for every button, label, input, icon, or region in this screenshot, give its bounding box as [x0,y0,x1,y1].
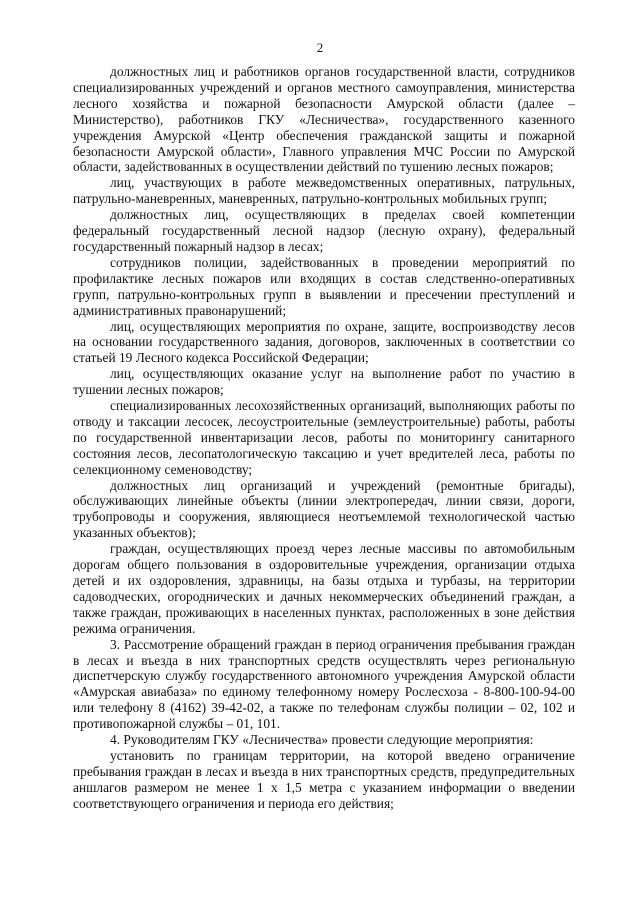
paragraph-officials: должностных лиц и работников органов государственной власти, сотрудников специализированных учреждений и органов местного самоуправления, министерства лесного хозяйства и пожарной безопасности Амурской области (далее – Министерство), работников ГКУ «Лесничества», государственного казенного учреждения Амурской «Центр обеспечения гражданской защиты и пожарной безопасности Амурской области», Главного управления МЧС России по Амурской области, задействованных в осуществлении действий по тушению лесных пожаров; [73,64,575,175]
paragraph-citizens-transit: граждан, осуществляющих проезд через лесные массивы по автомобильным дорогам общего пользования в оздоровительные учреждения, организации отдыха детей и их оздоровления, здравницы, на базы отдыха и турбазы, на территории садоводческих, огороднических и дачных некоммерческих объединений граждан, а также граждан, проживающих в населенных пунктах, расположенных в зоне действия режима ограничения. [73,541,575,636]
paragraph-police: сотрудников полиции, задействованных в проведении мероприятий по профилактике лесных пожаров или входящих в состав следственно-оперативных групп, патрульно-контрольных групп в выявлении и пресечении преступлений и административных правонарушений; [73,254,575,318]
paragraph-item-3-appeals: 3. Рассмотрение обращений граждан в период ограничения пребывания граждан в лесах и въезда в них транспортных средств осуществлять через региональную диспетчерскую службу государственного автономного учреждения Амурской области «Амурская авиабаза» по единому телефонному номеру Рослесхоза - 8-800-100-94-00 или телефону 8 (4162) 39-42-02, а также по телефонам службы полиции – 02, 102 и противопожарной службы – 01, 101. [73,636,575,732]
paragraph-mobile-groups: лиц, участвующих в работе межведомственных оперативных, патрульных, патрульно-маневренных, маневренных, патрульно-контрольных мобильных групп; [73,175,575,207]
paragraph-signboards: установить по границам территории, на которой введено ограничение пребывания граждан в лесах и въезда в них транспортных средств, предупредительных аншлагов размером не менее 1 х 1,5 метра с указанием информации о введении соответствующего ограничения и периода его действия; [73,747,575,811]
paragraph-forest-supervision: должностных лиц, осуществляющих в пределах своей компетенции федеральный государственный лесной надзор (лесную охрану), федеральный государственный пожарный надзор в лесах; [73,207,575,254]
document-body [73,64,575,812]
paragraph-item-4-heads: 4. Руководителям ГКУ «Лесничества» провести следующие мероприятия: [110,732,534,748]
paragraph-linear-objects: должностных лиц организаций и учреждений (ремонтные бригады), обслуживающих линейные объекты (линии электропередач, линии связи, дороги, трубопроводы и сооружения, являющиеся неотъемлемой технологической частью указанных объектов); [73,477,575,541]
paragraph-forest-protection: лиц, осуществляющих мероприятия по охране, защите, воспроизводству лесов на основании государственного задания, договоров, заключенных в соответствии со статьей 19 Лесного кодекса Российской Федерации; [73,318,575,366]
paragraph-forestry-organizations: специализированных лесохозяйственных организаций, выполняющих работы по отводу и таксации лесосек, лесоустроительные (землеустроительные) работы, работы по государственной инвентаризации лесов, работы по мониторингу санитарного состояния лесов, лесопатологическую таксацию и учет вредителей леса, работы по селекционному семеноводству; [73,398,575,477]
paragraph-firefighting-services: лиц, осуществляющих оказание услуг на выполнение работ по участию в тушении лесных пожаров; [73,366,575,398]
page-number: 2 [316,40,324,55]
